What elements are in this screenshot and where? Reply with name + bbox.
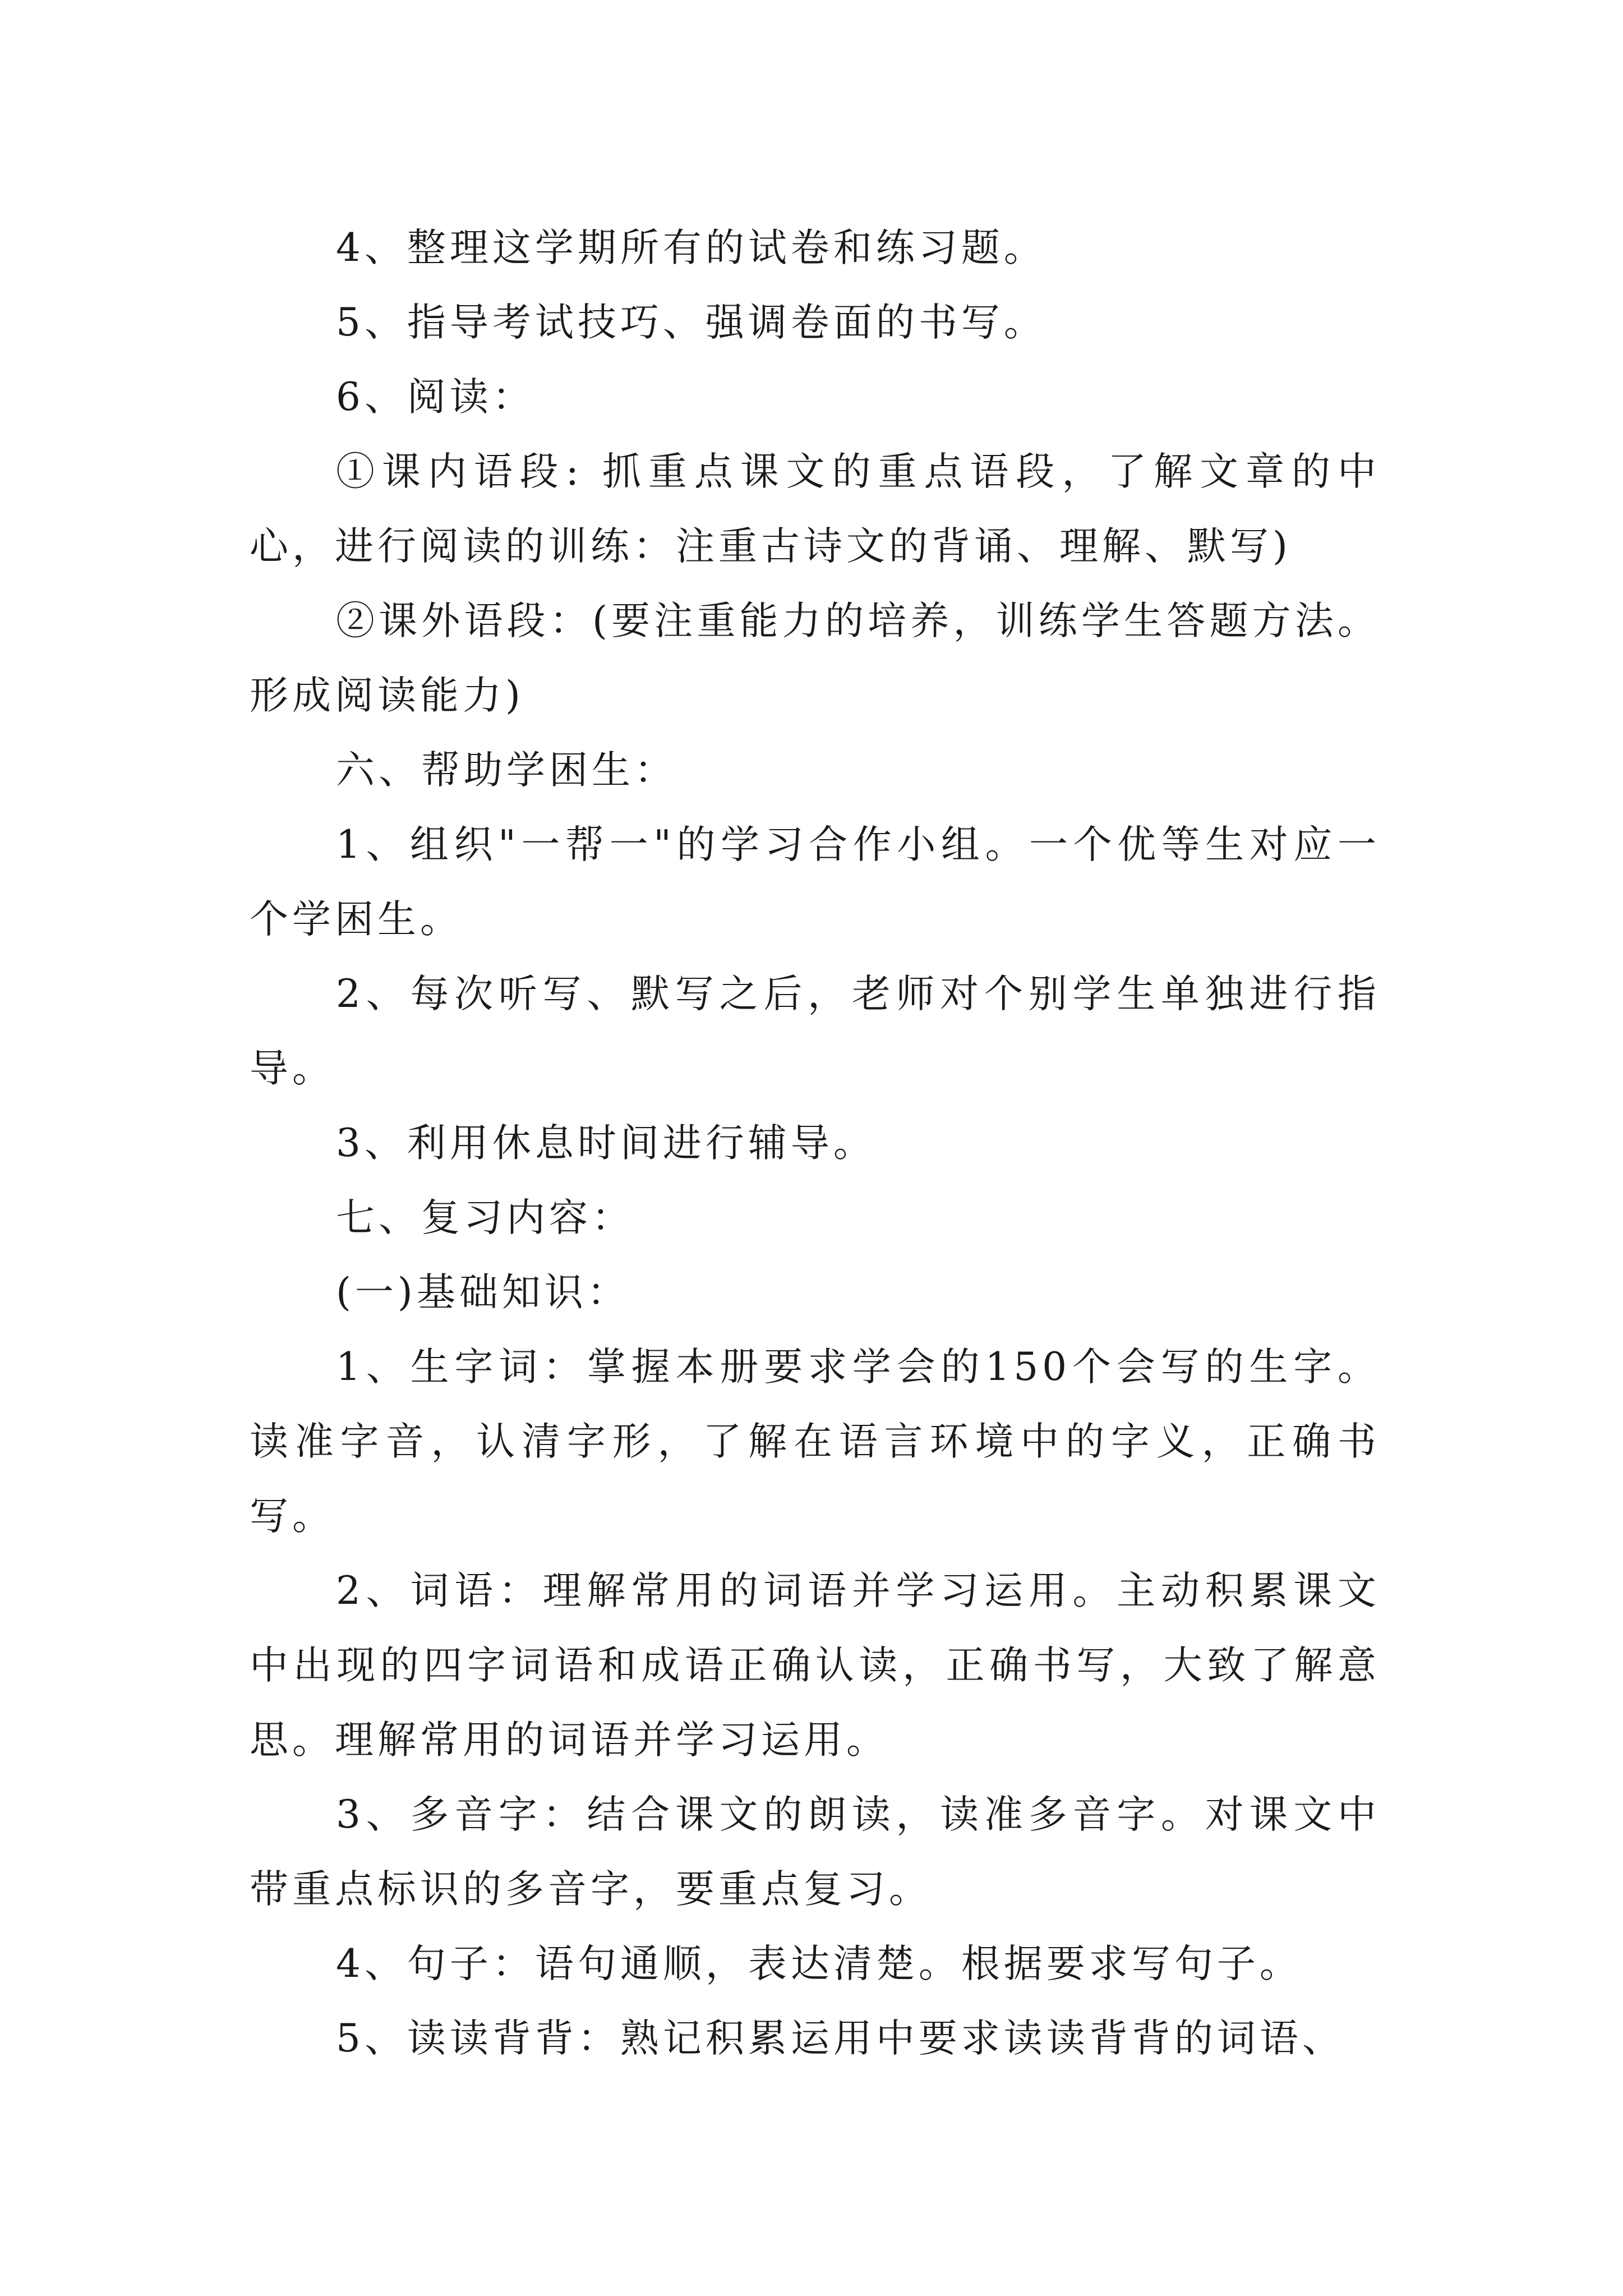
paragraph-new-characters: 1、生字词：掌握本册要求学会的150个会写的生字。读准字音，认清字形，了解在语言环境中的字义，正确书写。 bbox=[250, 1345, 1380, 1539]
subsection-heading-basics: (一)基础知识： bbox=[336, 1270, 630, 1315]
paragraph-vocabulary: 2、词语：理解常用的词语并学习运用。主动积累课文中出现的四字词语和成语正确认读，正确书写，大致了解意思。理解常用的词语并学习运用。 bbox=[250, 1568, 1380, 1763]
document-body bbox=[250, 211, 1380, 2076]
paragraph-polyphones: 3、多音字：结合课文的朗读，读准多音字。对课文中带重点标识的多音字，要重点复习。 bbox=[250, 1792, 1380, 1912]
section-heading-review-content: 七、复习内容： bbox=[336, 1195, 634, 1240]
paragraph-exam-skills: 5、指导考试技巧、强调卷面的书写。 bbox=[336, 300, 1046, 345]
paragraph-peer-groups: 1、组织"一帮一"的学习合作小组。一个优等生对应一个学困生。 bbox=[250, 822, 1380, 942]
paragraph-sentences: 4、句子：语句通顺，表达清楚。根据要求写句子。 bbox=[336, 1941, 1302, 1986]
paragraph-recitation: 5、读读背背：熟记积累运用中要求读读背背的词语、 bbox=[336, 2016, 1345, 2061]
paragraph-in-class-reading: ①课内语段: 抓重点课文的重点语段，了解文章的中心，进行阅读的训练：注重古诗文的背诵、理解、默写) bbox=[250, 449, 1380, 569]
paragraph-reading-heading: 6、阅读： bbox=[336, 375, 535, 420]
section-heading-help-students: 六、帮助学困生： bbox=[336, 748, 677, 793]
paragraph-tutoring: 3、利用休息时间进行辅导。 bbox=[336, 1121, 876, 1166]
paragraph-individual-guidance: 2、每次听写、默写之后，老师对个别学生单独进行指导。 bbox=[250, 972, 1380, 1091]
paragraph-review-papers: 4、整理这学期所有的试卷和练习题。 bbox=[336, 226, 1046, 270]
paragraph-extracurricular-reading: ②课外语段：(要注重能力的培养，训练学生答题方法。形成阅读能力) bbox=[250, 599, 1380, 718]
